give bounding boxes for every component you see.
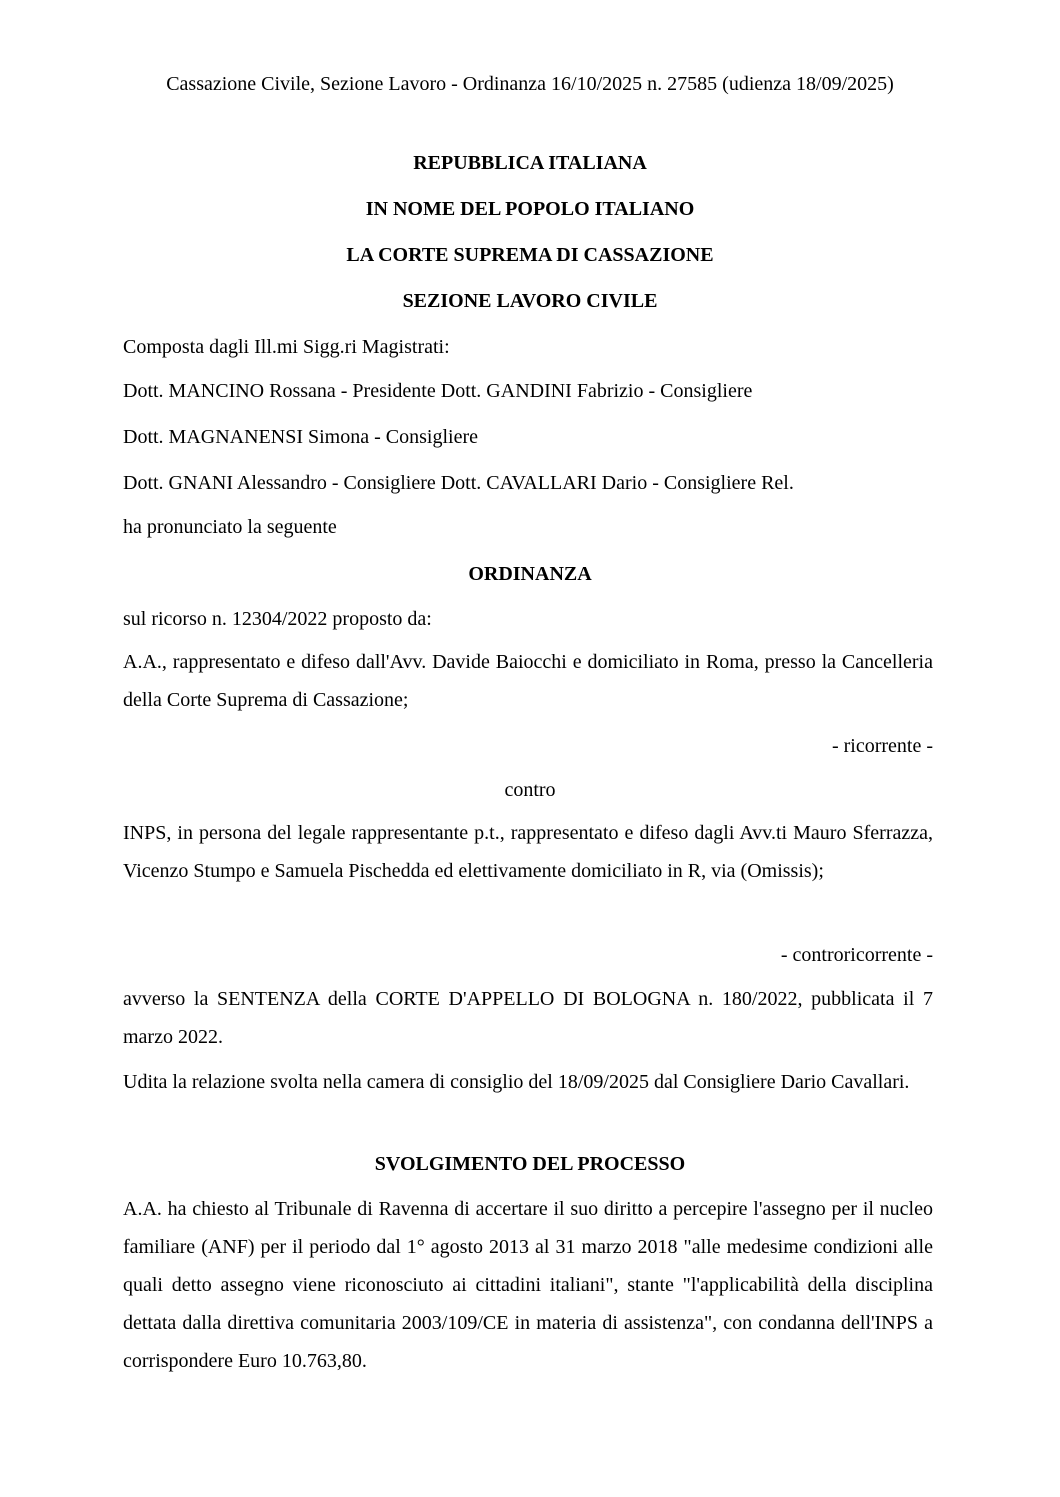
title-court: LA CORTE SUPREMA DI CASSAZIONE [346, 244, 714, 266]
judges-line-2: Dott. MAGNANENSI Simona - Consigliere [123, 426, 478, 448]
title-section: SEZIONE LAVORO CIVILE [402, 290, 658, 312]
ricorso-intro: sul ricorso n. 12304/2022 proposto da: [123, 608, 432, 630]
controricorrente-label: - controricorrente - [780, 944, 933, 966]
ordinanza-heading: ORDINANZA [468, 563, 592, 585]
pronounced-text: ha pronunciato la seguente [123, 516, 337, 538]
udita-paragraph: Udita la relazione svolta nella camera di consiglio del 18/09/2025 dal Consigliere Dario Cavallari. [123, 1071, 910, 1093]
controricorrente-paragraph: INPS, in persona del legale rappresentante p.t., rappresentato e difeso dagli Avv.ti Mauro Sferrazza, Vicenzo Stumpo e Samuela Pischedda ed elettivamente domiciliato in R, via (Omissis); [123, 822, 933, 882]
title-in-name-of-people: IN NOME DEL POPOLO ITALIANO [365, 198, 695, 220]
judges-line-3: Dott. GNANI Alessandro - Consigliere Dott. CAVALLARI Dario - Consigliere Rel. [123, 472, 794, 494]
contro-label: contro [504, 779, 556, 801]
composition-intro: Composta dagli Ill.mi Sigg.ri Magistrati: [123, 336, 450, 358]
ricorrente-paragraph: A.A., rappresentato e difeso dall'Avv. Davide Baiocchi e domiciliato in Roma, presso la Cancelleria della Corte Suprema di Cassazione; [123, 651, 933, 711]
judges-line-1: Dott. MANCINO Rossana - Presidente Dott. GANDINI Fabrizio - Consigliere [123, 380, 753, 402]
avverso-paragraph: avverso la SENTENZA della CORTE D'APPELLO DI BOLOGNA n. 180/2022, pubblicata il 7 marzo 2022. [123, 988, 933, 1048]
title-republic: REPUBBLICA ITALIANA [413, 152, 647, 174]
svolgimento-heading: SVOLGIMENTO DEL PROCESSO [374, 1153, 686, 1175]
svolgimento-paragraph: A.A. ha chiesto al Tribunale di Ravenna di accertare il suo diritto a percepire l'assegno per il nucleo familiare (ANF) per il periodo dal 1° agosto 2013 al 31 marzo 2018 "alle medesime condizioni alle quali detto assegno viene riconosciuto ai cittadini italiani", stante "l'applicabilità della disciplina dettata dalla direttiva comunitaria 2003/109/CE in materia di assistenza", con condanna dell'INPS a corrispondere Euro 10.763,80. [123, 1198, 933, 1372]
ricorrente-label: - ricorrente - [831, 735, 933, 757]
document-citation-header: Cassazione Civile, Sezione Lavoro - Ordinanza 16/10/2025 n. 27585 (udienza 18/09/2025) [166, 73, 894, 95]
